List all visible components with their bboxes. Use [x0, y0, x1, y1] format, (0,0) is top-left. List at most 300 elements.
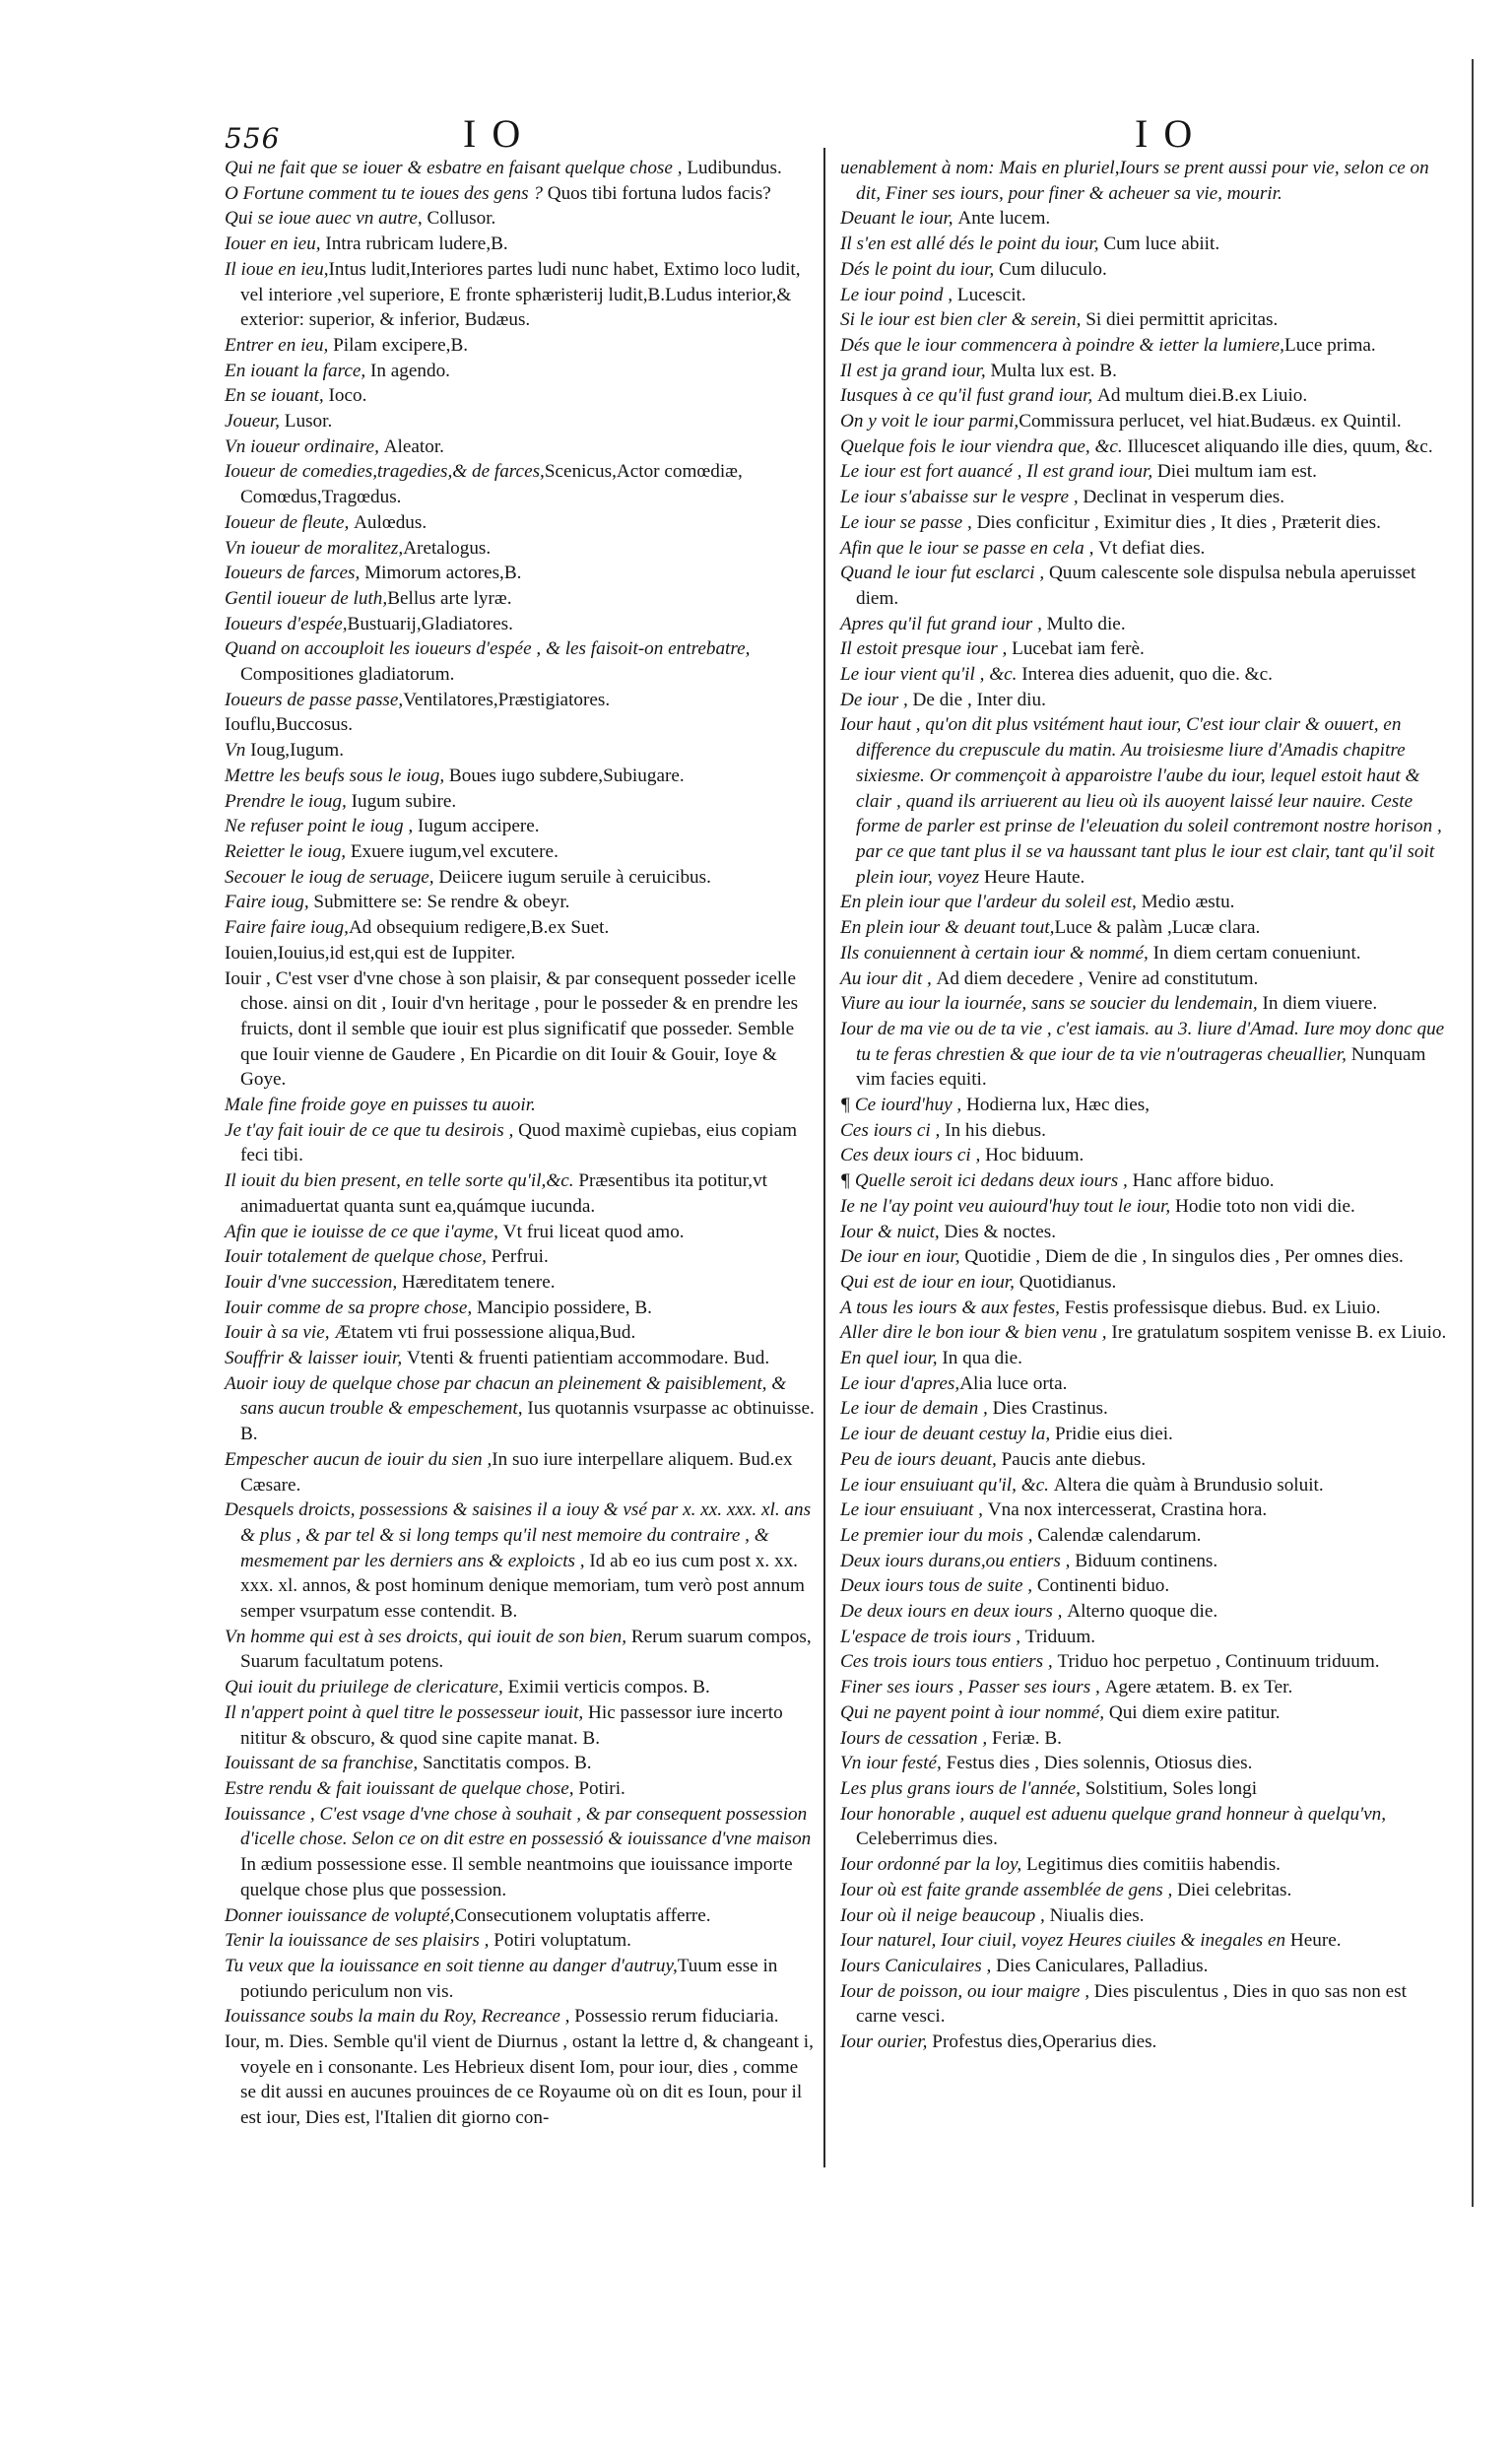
dictionary-entry: [840, 941, 1449, 966]
entry-french: Prendre le ioug,: [225, 790, 352, 812]
entry-latin: Ad diem decedere , Venire ad constitutum.: [936, 967, 1259, 989]
entry-latin: Mimorum actores,B.: [364, 563, 522, 584]
entry-french: Le iour d'apres,: [840, 1372, 960, 1394]
dictionary-entry: [840, 1573, 1449, 1599]
entry-latin: Eximii verticis compos. B.: [507, 1677, 710, 1698]
entry-french: Ioueurs de passe passe,: [225, 689, 404, 710]
entry-latin: Quum calescente sole dispulsa nebula aperuisset diem.: [856, 563, 1416, 609]
entry-latin: Hæreditatem tenere.: [401, 1271, 556, 1293]
dictionary-entry: [840, 1726, 1449, 1752]
entry-latin: Bellus arte lyræ.: [387, 587, 512, 609]
dictionary-entry: [225, 1776, 816, 1802]
entry-french: Quand le iour fut esclarci ,: [840, 563, 1049, 584]
entry-french: De iour ,: [840, 689, 913, 710]
entry-latin: Ludibundus.: [687, 158, 782, 178]
entry-french: Iouer en ieu,: [225, 233, 326, 255]
entry-latin: Iouir , C'est vser d'vne chose à son plaisir, & par consequent posseder icelle chose. ainsi on dit , Iouir d'vn heritage , pour le posseder & en prendre les fruicts, dont il semble que iouir est plus significatif que posseder. Semble que Iouir vienne de Gaudere , En Picardie on dit Iouir & Gouir, Ioye & Goye.: [225, 967, 799, 1091]
entry-latin: Lucebat iam ferè.: [1012, 638, 1145, 660]
entry-latin: In diem viuere.: [1262, 993, 1378, 1015]
dictionary-entry: [840, 1625, 1449, 1650]
column-divider: [823, 148, 825, 2167]
entry-latin: Continenti biduo.: [1036, 1575, 1170, 1597]
entry-latin: Ioco.: [328, 385, 367, 407]
dictionary-entry: [840, 307, 1449, 333]
dictionary-entry: [225, 257, 816, 333]
entry-latin: Declinat in vesperum dies.: [1083, 487, 1285, 508]
entry-latin: Lusor.: [284, 411, 333, 433]
entry-french: Iouir totalement de quelque chose,: [225, 1246, 492, 1268]
dictionary-entry: [840, 206, 1449, 232]
entry-latin: Dies Crastinus.: [992, 1398, 1108, 1420]
entry-latin: Potiri.: [578, 1778, 625, 1799]
dictionary-entry: [225, 2004, 816, 2030]
dictionary-entry: [225, 1700, 816, 1751]
entry-latin: Celeberrimus dies.: [856, 1829, 998, 1850]
dictionary-entry: [225, 1498, 816, 1625]
dictionary-entry: [225, 1093, 816, 1118]
entry-latin: Agere ætatem. B. ex Ter.: [1104, 1677, 1293, 1698]
entry-french: Gentil ioueur de luth,: [225, 587, 388, 609]
dictionary-entry: [840, 409, 1449, 434]
entry-french: Ces deux iours ci ,: [840, 1145, 986, 1166]
entry-latin: Illucescet aliquando ille dies, quum, &c.: [1127, 435, 1433, 457]
dictionary-entry: [840, 1320, 1449, 1346]
dictionary-entry: [225, 1928, 816, 1954]
entry-french: O Fortune comment tu te ioues des gens ?: [225, 182, 548, 204]
dictionary-entry: [840, 1549, 1449, 1574]
entry-french: Iour de ma vie ou de ta vie , c'est iamais. au 3. liure d'Amad. Iure moy donc que tu te feras chrestien & que iour de ta vie n'outrageras cheuallier,: [840, 1018, 1445, 1065]
entry-french: Le iour ensuiuant qu'il, &c.: [840, 1474, 1054, 1496]
dictionary-entry: [225, 1371, 816, 1447]
entry-french: A tous les iours & aux festes,: [840, 1297, 1065, 1318]
entry-latin: Festis professisque diebus. Bud. ex Liuio.: [1064, 1297, 1381, 1318]
entry-french: Vn: [225, 740, 251, 762]
dictionary-entry: [840, 1979, 1449, 2030]
entry-latin: Quotidie , Diem de die , In singulos dies , Per omnes dies.: [964, 1246, 1404, 1268]
entry-french: Ie ne l'ay point veu auiourd'huy tout le iour,: [840, 1195, 1176, 1217]
running-head-left: IO: [463, 111, 537, 156]
entry-latin: Hodie toto non vidi die.: [1175, 1195, 1355, 1217]
dictionary-entry: [840, 612, 1449, 637]
entry-french: Deuant le iour,: [840, 208, 958, 230]
entry-french: Qui se ioue auec vn autre,: [225, 208, 427, 230]
dictionary-entry: [840, 1168, 1449, 1194]
entry-latin: Ire gratulatum sospitem venisse B. ex Liuio.: [1111, 1322, 1447, 1344]
entry-french: Ioueurs de farces,: [225, 563, 365, 584]
entry-french: Iour & nuict,: [840, 1221, 945, 1242]
dictionary-entry: [840, 890, 1449, 915]
entry-latin: Ventilatores,Præstigiatores.: [403, 689, 611, 710]
entry-french: Iouissance , C'est vsage d'vne chose à souhait , & par consequent possession d'icelle chose. Selon ce on dit estre en possessió & iouissance d'vne maison: [225, 1803, 812, 1850]
page-edge-line: [1472, 59, 1474, 2207]
entry-french: Iour ourier,: [840, 2031, 933, 2053]
entry-latin: Triduo hoc perpetuo , Continuum triduum.: [1057, 1651, 1380, 1673]
entry-french: Iouir d'vne succession,: [225, 1271, 402, 1293]
dictionary-entry: [840, 459, 1449, 485]
entry-latin: Iugum subire.: [351, 790, 457, 812]
entry-latin: Cum luce abiit.: [1103, 233, 1220, 255]
entry-french: Auoir iouy de quelque chose par chacun an pleinement & paisiblement, & sans aucun trouble & empeschement,: [225, 1372, 787, 1420]
dictionary-entry: [225, 536, 816, 562]
dictionary-entry: [840, 1523, 1449, 1549]
entry-french: Iour de poisson, ou iour maigre ,: [840, 1980, 1094, 2002]
entry-latin: Hic passessor iure incerto nititur & obscuro, & quod sine capite manat. B.: [240, 1701, 783, 1749]
entry-french: Iour ordonné par la loy,: [840, 1854, 1027, 1876]
entry-latin: Multo die.: [1046, 613, 1126, 634]
dictionary-entry: [840, 1878, 1449, 1903]
dictionary-entry: [840, 1473, 1449, 1498]
entry-french: En se iouant,: [225, 385, 329, 407]
dictionary-entry: [840, 1017, 1449, 1093]
entry-french: Qui ne payent point à iour nommé,: [840, 1701, 1109, 1723]
entry-french: Le iour est fort auancé , Il est grand iour,: [840, 461, 1157, 483]
dictionary-entry: [840, 485, 1449, 510]
dictionary-entry: [840, 662, 1449, 688]
dictionary-entry: [840, 1649, 1449, 1675]
dictionary-entry: [840, 359, 1449, 384]
entry-latin: Cum diluculo.: [998, 258, 1107, 280]
entry-french: Qui est de iour en iour,: [840, 1271, 1019, 1293]
dictionary-entry: [225, 1447, 816, 1498]
dictionary-entry: [225, 1346, 816, 1371]
entry-latin: Consecutionem voluptatis afferre.: [454, 1904, 711, 1926]
entry-latin: Vt defiat dies.: [1098, 537, 1206, 559]
entry-french: Il ioue en ieu,: [225, 258, 329, 280]
dictionary-entry: [840, 1802, 1449, 1852]
dictionary-entry: [840, 333, 1449, 359]
dictionary-entry: [225, 1244, 816, 1270]
entry-french: Deux iours tous de suite ,: [840, 1575, 1037, 1597]
entry-latin: Iugum accipere.: [417, 816, 540, 837]
entry-french: Le iour ensuiuant ,: [840, 1499, 988, 1521]
entry-latin: In ædium possessione esse. Il semble neantmoins que iouissance importe quelque chose plus que possession.: [240, 1854, 793, 1900]
dictionary-entry: [225, 712, 816, 738]
entry-latin: Præsentibus ita potitur,vt animaduertat quanta sunt ea,quámque iucunda.: [240, 1170, 768, 1217]
dictionary-entry: [225, 561, 816, 586]
dictionary-entry: [225, 359, 816, 384]
entry-french: Au iour dit ,: [840, 967, 937, 989]
entry-french: Faire faire ioug,: [225, 917, 349, 939]
entry-latin: Si diei permittit apricitas.: [1085, 309, 1279, 331]
dictionary-entry: [840, 1371, 1449, 1397]
entry-latin: Lucescit.: [956, 284, 1026, 305]
entry-latin: Triduum.: [1024, 1626, 1096, 1647]
entry-french: Aller dire le bon iour & bien venu ,: [840, 1322, 1112, 1344]
page-number: 556: [225, 122, 281, 155]
dictionary-entry: [225, 510, 816, 536]
dictionary-entry: [840, 1751, 1449, 1776]
dictionary-entry: [225, 1118, 816, 1168]
dictionary-entry: [840, 1270, 1449, 1296]
dictionary-entry: [840, 536, 1449, 562]
dictionary-entry: [840, 1776, 1449, 1802]
entry-latin: Solstitium, Soles longi: [1085, 1778, 1258, 1799]
dictionary-entry: [840, 1296, 1449, 1321]
entry-latin: Boues iugo subdere,Subiugare.: [448, 765, 685, 786]
entry-latin: De die , Inter diu.: [912, 689, 1046, 710]
entry-latin: Mancipio possidere, B.: [476, 1297, 652, 1318]
entry-french: Secouer le ioug de seruage,: [225, 866, 439, 888]
entry-french: ¶ Quelle seroit ici dedans deux iours ,: [840, 1170, 1133, 1192]
entry-latin: Pilam excipere,B.: [333, 334, 469, 356]
entry-latin: Rerum suarum compos, Suarum facultatum potens.: [240, 1626, 812, 1673]
dictionary-entry: [840, 1599, 1449, 1625]
entry-french: Afin que le iour se passe en cela ,: [840, 537, 1099, 559]
entry-french: L'espace de trois iours ,: [840, 1626, 1025, 1647]
entry-french: Qui ne fait que se iouer & esbatre en faisant quelque chose ,: [225, 158, 688, 178]
dictionary-entry: [225, 865, 816, 891]
dictionary-entry: [840, 383, 1449, 409]
dictionary-entry: [840, 636, 1449, 662]
dictionary-entry: [840, 1675, 1449, 1700]
dictionary-entry: [840, 966, 1449, 992]
entry-french: Iouissance soubs la main du Roy, Recreance ,: [225, 2006, 575, 2028]
entry-latin: Aretalogus.: [403, 537, 492, 559]
entry-french: Deux iours durans,ou entiers ,: [840, 1550, 1076, 1571]
dictionary-entry: [840, 1852, 1449, 1878]
entry-french: Iour honorable , auquel est aduenu quelque grand honneur à quelqu'vn,: [840, 1803, 1387, 1825]
entry-latin: Vtenti & fruenti patientiam accommodare. Bud.: [406, 1348, 770, 1369]
entry-latin: Aleator.: [383, 435, 444, 457]
entry-latin: Luce prima.: [1283, 334, 1376, 356]
entry-french: Mettre les beufs sous le ioug,: [225, 765, 449, 786]
entry-latin: Feriæ. B.: [992, 1727, 1062, 1749]
dictionary-entry: [840, 1346, 1449, 1371]
entry-french: Si le iour est bien cler & serein,: [840, 309, 1086, 331]
dictionary-entry: [840, 1244, 1449, 1270]
dictionary-entry: [225, 156, 816, 181]
entry-french: Ne refuser point le ioug ,: [225, 816, 418, 837]
dictionary-entry: [840, 156, 1449, 206]
entry-french: Je t'ay fait iouir de ce que tu desirois ,: [225, 1119, 519, 1141]
entry-french: Vn iour festé,: [840, 1753, 947, 1774]
entry-french: uenablement à nom: Mais en pluriel,Iours se prent aussi pour vie, selon ce on dit, Finer ses iours, pour finer & acheuer sa vie, mourir.: [840, 158, 1429, 204]
entry-latin: Bustuarij,Gladiatores.: [347, 613, 513, 634]
entry-latin: Quod maximè cupiebas, eius copiam feci tibi.: [240, 1119, 798, 1166]
entry-latin: Legitimus dies comitiis habendis.: [1026, 1854, 1281, 1876]
dictionary-entry: [225, 1675, 816, 1700]
entry-latin: Tuum esse in potiundo periculum non vis.: [240, 1955, 778, 2002]
entry-french: Iour où il neige beaucoup ,: [840, 1904, 1050, 1926]
entry-french: Donner iouissance de volupté,: [225, 1904, 455, 1926]
entry-french: Ces iours ci ,: [840, 1119, 946, 1141]
entry-french: Joueur,: [225, 411, 285, 433]
entry-latin: Ætatem vti frui possessione aliqua,Bud.: [334, 1322, 636, 1344]
entry-latin: Alterno quoque die.: [1067, 1601, 1218, 1623]
entry-latin: Deiicere iugum seruile à ceruicibus.: [438, 866, 711, 888]
dictionary-entry: [840, 688, 1449, 713]
entry-latin: Exuere iugum,vel excutere.: [350, 840, 559, 862]
dictionary-entry: [225, 612, 816, 637]
entry-french: On y voit le iour parmi,: [840, 411, 1019, 433]
dictionary-entry: [225, 1270, 816, 1296]
entry-latin: Intus ludit,Interiores partes ludi nunc habet, Extimo loco ludit, vel interiore ,vel superiore, E fronte sphæristerij ludit,B.Ludus interior,& exterior: superior, & inferior, Budæus.: [240, 258, 801, 331]
entry-french: Il est ja grand iour,: [840, 360, 991, 381]
entry-latin: Niualis dies.: [1049, 1904, 1145, 1926]
entry-french: Le iour se passe ,: [840, 511, 977, 533]
dictionary-entry: [840, 1220, 1449, 1245]
entry-french: En iouant la farce,: [225, 360, 370, 381]
dictionary-entry: [840, 257, 1449, 283]
entry-french: Ioueurs d'espée,: [225, 613, 348, 634]
dictionary-entry: [840, 561, 1449, 611]
entry-latin: Iour, m. Dies. Semble qu'il vient de Diurnus , ostant la lettre d, & changeant i, voyele en i consonante. Les Hebrieux disent Iom, pour iour, dies , comme se dit aussi en aucunes prouinces de ce Royaume où on dit es Ioun, pour il est iour, Dies est, l'Italien dit giorno con-: [225, 2031, 814, 2129]
entry-french: Peu de iours deuant,: [840, 1448, 1002, 1470]
dictionary-entry: [840, 1700, 1449, 1726]
entry-latin: Vt frui liceat quod amo.: [502, 1221, 685, 1242]
entry-french: En plein iour que l'ardeur du soleil est,: [840, 892, 1142, 913]
dictionary-entry: [225, 789, 816, 815]
entry-latin: Submittere se: Se rendre & obeyr.: [313, 892, 570, 913]
entry-french: Iour haut , qu'on dit plus vsitément haut iour, C'est iour clair & ouuert, en difference du crepuscule du matin. Au troisiesme liure d'Amadis chapitre sixiesme. Or commençoit à apparoistre l'aube du iour, lequel estoit haut & clair , quand ils arriuerent au lieu où ils auoyent laissé leur nauire. Ceste forme de parler est prinse de l'eleuation du soleil contremont nostre horison , par ce que tant plus il se va haussant tant plus le iour est clair, tant qu'il soit plein iour, voyez: [840, 714, 1442, 888]
entry-latin: Iouien,Iouius,id est,qui est de Iuppiter.: [225, 942, 516, 964]
entry-latin: Ante lucem.: [957, 208, 1051, 230]
dictionary-entry: [225, 1903, 816, 1929]
entry-french: ¶ Ce iourd'huy ,: [840, 1095, 967, 1116]
entry-french: Le iour vient qu'il , &c.: [840, 664, 1022, 686]
entry-french: Ioueur de comedies,tragedies,& de farces,: [225, 461, 545, 483]
entry-french: Ioueur de fleute,: [225, 511, 355, 533]
entry-french: Iours Caniculaires ,: [840, 1955, 997, 1976]
dictionary-entry: [225, 1320, 816, 1346]
entry-latin: Compositiones gladiatorum.: [240, 664, 455, 686]
entry-latin: Intra rubricam ludere,B.: [325, 233, 508, 255]
entry-latin: Dies conficitur , Eximitur dies , It dies , Præterit dies.: [976, 511, 1381, 533]
entry-french: Iour naturel, Iour ciuil, voyez Heures ciuiles & inegales en: [840, 1930, 1290, 1952]
entry-latin: Luce & palàm ,Lucæ clara.: [1054, 917, 1261, 939]
entry-latin: Pridie eius diei.: [1054, 1424, 1173, 1445]
entry-french: Estre rendu & fait iouissant de quelque chose,: [225, 1778, 579, 1799]
entry-latin: Quos tibi fortuna ludos facis?: [547, 182, 771, 204]
entry-latin: Ioug,Iugum.: [250, 740, 344, 762]
entry-french: Dés le point du iour,: [840, 258, 999, 280]
dictionary-entry: [225, 409, 816, 434]
entry-french: Le iour de demain ,: [840, 1398, 993, 1420]
entry-french: Qui iouit du priuilege de clericature,: [225, 1677, 508, 1698]
entry-latin: Hodierna lux, Hæc dies,: [966, 1095, 1150, 1116]
entry-french: De deux iours en deux iours ,: [840, 1601, 1068, 1623]
dictionary-entry: [225, 915, 816, 941]
entry-french: Le iour s'abaisse sur le vespre ,: [840, 487, 1084, 508]
entry-latin: Possessio rerum fiduciaria.: [574, 2006, 779, 2028]
entry-french: Tu veux que la iouissance en soit tienne au danger d'autruy,: [225, 1955, 678, 1976]
entry-latin: Paucis ante diebus.: [1001, 1448, 1147, 1470]
dictionary-entry: [840, 1143, 1449, 1168]
dictionary-entry: [225, 890, 816, 915]
dictionary-entry: [225, 839, 816, 865]
entry-latin: Dies Caniculares, Palladius.: [996, 1955, 1209, 1976]
dictionary-entry: [840, 915, 1449, 941]
entry-french: Quand on accouploit les ioueurs d'espée , & les faisoit-on entrebatre,: [225, 638, 751, 660]
entry-latin: Biduum continens.: [1075, 1550, 1218, 1571]
dictionary-entry: [840, 2030, 1449, 2055]
dictionary-entry: [225, 1751, 816, 1776]
dictionary-entry: [225, 206, 816, 232]
dictionary-entry: [225, 181, 816, 207]
dictionary-entry: [840, 1903, 1449, 1929]
entry-french: Faire ioug,: [225, 892, 314, 913]
entry-french: Les plus grans iours de l'année,: [840, 1778, 1085, 1799]
dictionary-entry: [225, 1802, 816, 1903]
dictionary-entry: [840, 1396, 1449, 1422]
dictionary-entry: [840, 1447, 1449, 1473]
entry-french: Afin que ie iouisse de ce que i'ayme,: [225, 1221, 503, 1242]
dictionary-entry: [840, 1498, 1449, 1523]
entry-french: Ils conuiennent à certain iour & nommé,: [840, 942, 1153, 964]
entry-latin: Diei celebritas.: [1177, 1879, 1292, 1900]
entry-french: Tenir la iouissance de ses plaisirs ,: [225, 1930, 494, 1952]
entry-french: Quelque fois le iour viendra que, &c.: [840, 435, 1128, 457]
dictionary-entry: [840, 510, 1449, 536]
entry-latin: In diem certam conueniunt.: [1152, 942, 1361, 964]
entry-latin: Festus dies , Dies solennis, Otiosus dies.: [946, 1753, 1253, 1774]
entry-latin: Heure.: [1289, 1930, 1342, 1952]
entry-latin: Heure Haute.: [984, 866, 1085, 888]
entry-french: Male fine froide goye en puisses tu auoir.: [225, 1095, 536, 1116]
entry-latin: Aulœdus.: [354, 511, 427, 533]
entry-latin: Vna nox intercesserat, Crastina hora.: [987, 1499, 1268, 1521]
dictionary-entry: [225, 738, 816, 764]
entry-latin: Medio æstu.: [1141, 892, 1235, 913]
dictionary-entry: [225, 383, 816, 409]
dictionary-entry: [225, 459, 816, 509]
entry-french: Le iour poind ,: [840, 284, 957, 305]
running-head-right: IO: [1135, 111, 1209, 156]
dictionary-entry: [225, 2030, 816, 2131]
dictionary-entry: [225, 1168, 816, 1219]
entry-latin: Interea dies aduenit, quo die. &c.: [1021, 664, 1273, 686]
dictionary-entry: [225, 764, 816, 789]
dictionary-entry: [225, 814, 816, 839]
entry-latin: Qui diem exire patitur.: [1108, 1701, 1281, 1723]
entry-latin: Ad multum diei.B.ex Liuio.: [1097, 385, 1308, 407]
entry-french: Iours de cessation ,: [840, 1727, 993, 1749]
dictionary-entry: [840, 1118, 1449, 1144]
entry-french: Finer ses iours , Passer ses iours ,: [840, 1677, 1105, 1698]
dictionary-entry: [840, 232, 1449, 257]
entry-latin: Hanc affore biduo.: [1132, 1170, 1275, 1192]
entry-french: Iouissant de sa franchise,: [225, 1753, 423, 1774]
entry-latin: Profestus dies,Operarius dies.: [932, 2031, 1157, 2053]
entry-latin: Dies pisculentus , Dies in quo sas non est carne vesci.: [856, 1980, 1407, 2028]
dictionary-entry: [225, 586, 816, 612]
entry-latin: Id ab eo ius cum post x. xx. xxx. xl. annos, & post hominum denique memoriam, tum verò post annum semper vsurpatum esse contendit. B.: [240, 1550, 805, 1623]
entry-french: Viure au iour la iournée, sans se soucier du lendemain,: [840, 993, 1263, 1015]
entry-latin: Alia luce orta.: [959, 1372, 1068, 1394]
entry-latin: In qua die.: [942, 1348, 1022, 1369]
dictionary-entry: [840, 1093, 1449, 1118]
entry-french: Iouir à sa vie,: [225, 1322, 335, 1344]
entry-latin: Collusor.: [427, 208, 496, 230]
entry-latin: Ius quotannis vsurpasse ac obtinuisse. B.: [240, 1398, 815, 1445]
entry-french: Le premier iour du mois ,: [840, 1524, 1038, 1546]
entry-latin: Dies & noctes.: [944, 1221, 1057, 1242]
dictionary-entry: [225, 636, 816, 687]
entry-latin: Calendæ calendarum.: [1037, 1524, 1202, 1546]
dictionary-entry: [225, 434, 816, 460]
entry-french: Iouir comme de sa propre chose,: [225, 1297, 477, 1318]
entry-latin: In suo iure interpellare aliquem. Bud.ex Cæsare.: [240, 1448, 793, 1496]
entry-french: En plein iour & deuant tout,: [840, 917, 1055, 939]
entry-latin: Hoc biduum.: [985, 1145, 1085, 1166]
entry-latin: Sanctitatis compos. B.: [422, 1753, 592, 1774]
entry-latin: Iouflu,Buccosus.: [225, 714, 354, 736]
dictionary-entry: [225, 688, 816, 713]
dictionary-entry: [225, 1625, 816, 1675]
entry-french: Vn ioueur ordinaire,: [225, 435, 384, 457]
entry-latin: Diei multum iam est.: [1156, 461, 1317, 483]
dictionary-entry: [840, 1954, 1449, 1979]
